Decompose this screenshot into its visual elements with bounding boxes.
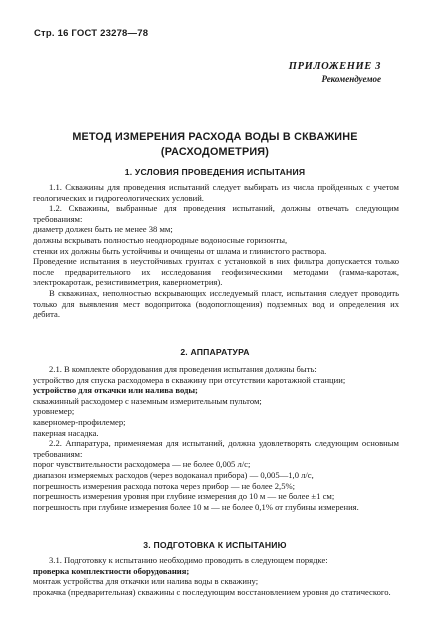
paragraph: стенки их должны быть устойчивы и очищены от шлама и глинистого раствора. — [33, 245, 327, 256]
paragraph: монтаж устройства для откачки или налива воды в скважину; — [33, 576, 259, 587]
section-heading-1: 1. УСЛОВИЯ ПРОВЕДЕНИЯ ИСПЫТАНИЯ — [124, 167, 306, 177]
paragraph: скважинный расходомер с наземным измерительным пультом; — [33, 395, 262, 406]
appendix-title: ПРИЛОЖЕНИЕ 3 — [288, 61, 381, 72]
running-header: Стр. 16 ГОСТ 23278—78 — [34, 28, 149, 39]
paragraph: устройство для спуска расходомера в скважину при отсутствии каротажной станции; — [33, 374, 346, 385]
paragraph: порог чувствительности расходомера — не более 0,005 л/с; — [33, 459, 251, 470]
section-heading-2: 2. АППАРАТУРА — [180, 347, 250, 357]
paragraph: пакерная насадка. — [33, 427, 99, 438]
paragraph: 1.1. Скважины для проведения испытаний следует выбирать из числа пройденных с учетом геологических и гидрогеологических условий. — [33, 182, 399, 203]
paragraph: уровнемер; — [33, 406, 75, 417]
paragraph: каверномер-профилемер; — [33, 416, 126, 427]
paragraph: диаметр должен быть не менее 38 мм; — [33, 224, 173, 235]
section-heading-3: 3. ПОДГОТОВКА К ИСПЫТАНИЮ — [143, 540, 287, 550]
paragraph: В скважинах, неполностью вскрывающих исследуемый пласт, испытания следует проводить только для выявления мест водопритока (водопоглощения) подземных вод и определения их дебита. — [33, 287, 399, 320]
appendix-label — [289, 60, 381, 86]
paragraph: устройство для откачки или налива воды; — [33, 385, 198, 396]
paragraph: диапазон измеряемых расходов (через водоканал прибора) — 0,005—1,0 л/с, — [33, 469, 314, 480]
document-title-line2: (РАСХОДОМЕТРИЯ) — [160, 146, 270, 158]
paragraph: 3.1. Подготовку к испытанию необходимо проводить в следующем порядке: — [49, 555, 328, 565]
paragraph: погрешность при глубине измерения более 10 м — не более 0,1% от глубины измерения. — [33, 501, 359, 512]
paragraph: 2.2. Аппаратура, применяемая для испытаний, должна удовлетворять следующим основным требованиям: — [33, 438, 399, 459]
paragraph: погрешность измерения уровня при глубине измерения до 10 м — не более ±1 см; — [33, 491, 335, 502]
appendix-subtitle: Рекомендуемое — [321, 74, 381, 84]
section-3-body — [33, 555, 399, 597]
section-2-body — [33, 364, 399, 512]
paragraph: проверка комплектности оборудования; — [33, 565, 190, 576]
paragraph: Проведение испытания в неустойчивых грунтах с установкой в них фильтра допускается только после предварительного их исследования геофизическими методами (гамма-каротаж, электрокаротаж, резистивиметрия, кавернометрия). — [33, 256, 399, 288]
document-title-line1: МЕТОД ИЗМЕРЕНИЯ РАСХОДА ВОДЫ В СКВАЖИНЕ — [72, 131, 358, 143]
paragraph: 2.1. В комплекте оборудования для проведения испытания должны быть: — [49, 364, 317, 374]
document-title — [30, 130, 400, 160]
paragraph: погрешность измерения расхода потока через прибор — не более 2,5%; — [33, 480, 296, 491]
paragraph: прокачка (предварительная) скважины с последующим восстановлением уровня до статического. — [33, 586, 391, 597]
section-1-body — [33, 182, 399, 320]
paragraph: 1.2. Скважины, выбранные для проведения испытаний, должны отвечать следующим требованиям: — [33, 203, 399, 224]
paragraph: должны вскрывать полностью неоднородные водоносные горизонты, — [33, 234, 288, 245]
